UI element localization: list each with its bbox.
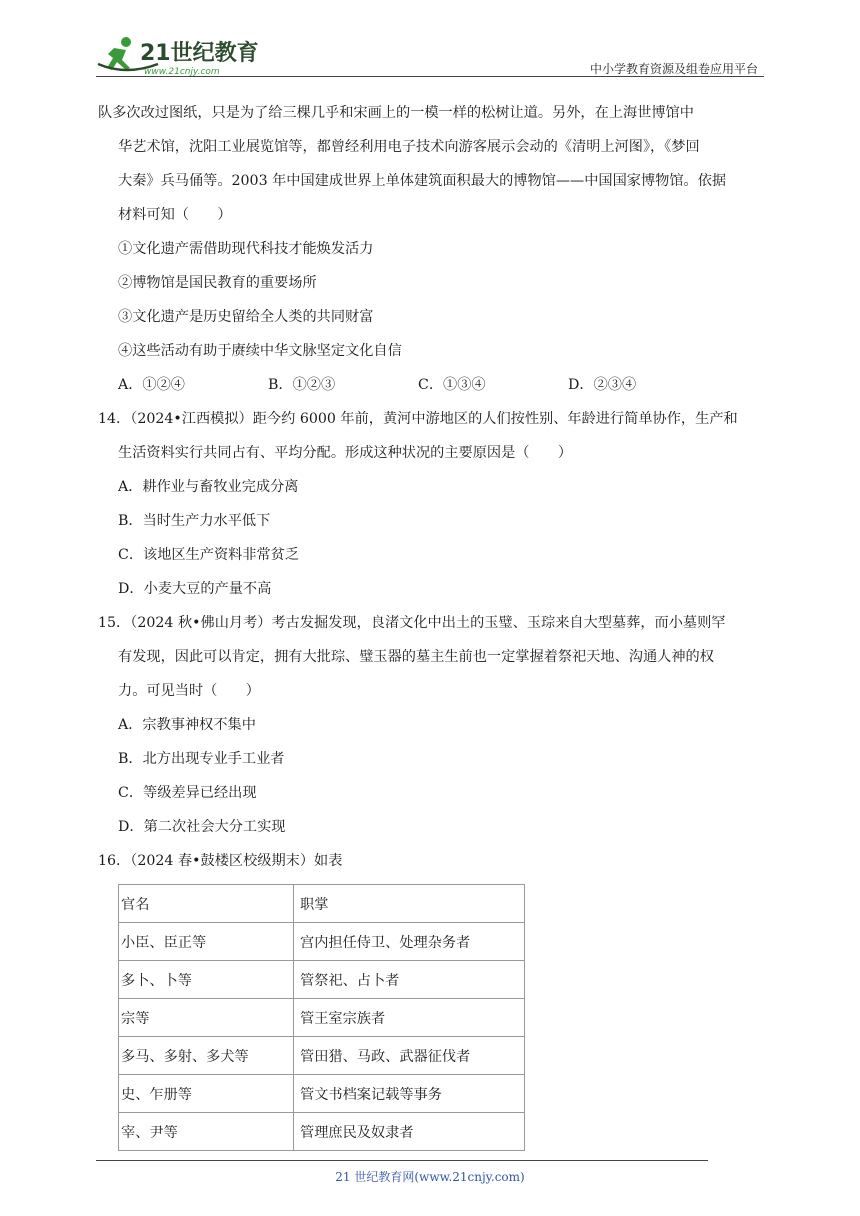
table-cell: 管田猎、马政、武器征伐者 xyxy=(294,1037,525,1075)
text-line: 大秦》兵马俑等。2003 年中国建成世界上单体建筑面积最大的博物馆——中国国家博物馆。依据 xyxy=(118,173,727,189)
footer-divider xyxy=(96,1160,708,1161)
table-cell: 宫内担任侍卫、处理杂务者 xyxy=(294,923,525,961)
option-c: C．①③④ xyxy=(418,377,486,393)
question-13-continued xyxy=(98,96,764,402)
runner-logo-icon xyxy=(96,34,266,78)
platform-name: 中小学教育资源及组卷应用平台 xyxy=(589,62,758,76)
text-line: 队多次改过图纸，只是为了给三棵几乎和宋画上的一模一样的松树让道。另外，在上海世博馆中 xyxy=(98,105,694,121)
table-cell: 史、乍册等 xyxy=(119,1075,294,1113)
header-divider xyxy=(96,76,764,77)
statement: ②博物馆是国民教育的重要场所 xyxy=(118,275,317,291)
table-row xyxy=(119,961,525,999)
officials-table xyxy=(118,884,525,1151)
brand-logo xyxy=(96,34,266,78)
option-d: D．小麦大豆的产量不高 xyxy=(118,581,272,597)
logo-text: 21世纪教育 xyxy=(140,41,259,66)
header-cell: 官名 xyxy=(119,885,294,923)
statement: ④这些活动有助于赓续中华文脉坚定文化自信 xyxy=(118,343,402,359)
table-cell: 宰、尹等 xyxy=(119,1113,294,1151)
logo-url: www.21cnjy.com xyxy=(144,67,220,77)
text-line: 生活资料实行共同占有、平均分配。形成这种状况的主要原因是（ ） xyxy=(118,445,573,461)
table-cell: 管理庶民及奴隶者 xyxy=(294,1113,525,1151)
table-row xyxy=(119,1075,525,1113)
text-line: 有发现，因此可以肯定，拥有大批琮、璧玉器的墓主生前也一定掌握着祭祀天地、沟通人神的权 xyxy=(118,649,714,665)
statement: ①文化遗产需借助现代科技才能焕发活力 xyxy=(118,241,374,257)
page-header xyxy=(96,30,764,80)
option-b: B．当时生产力水平低下 xyxy=(118,513,271,529)
question-16 xyxy=(98,844,764,1151)
table-cell: 管祭祀、占卜者 xyxy=(294,961,525,999)
text-line: 华艺术馆，沈阳工业展览馆等，都曾经利用电子技术向游客展示会动的《清明上河图》，《梦回 xyxy=(118,139,700,155)
option-d: D．②③④ xyxy=(568,377,637,393)
question-stem: 14．（2024•江西模拟）距今约 6000 年前，黄河中游地区的人们按性别、年龄进行简单协作，生产和 xyxy=(98,411,738,427)
options-row xyxy=(118,368,764,402)
table-cell: 管王室宗族者 xyxy=(294,999,525,1037)
table-cell: 宗等 xyxy=(119,999,294,1037)
option-a: A．①②④ xyxy=(118,377,185,393)
option-a: A．宗教事神权不集中 xyxy=(118,717,256,733)
table-cell: 多卜、卜等 xyxy=(119,961,294,999)
table-row xyxy=(119,1037,525,1075)
option-a: A．耕作业与畜牧业完成分离 xyxy=(118,479,299,495)
text-line: 材料可知（ ） xyxy=(118,207,232,223)
question-stem: 15．（2024 秋•佛山月考）考古发掘发现，良渚文化中出土的玉璧、玉琮来自大型墓葬，而小墓则罕 xyxy=(98,615,726,631)
option-c: C．等级差异已经出现 xyxy=(118,785,257,801)
table-cell: 多马、多射、多犬等 xyxy=(119,1037,294,1075)
question-content xyxy=(98,96,764,1151)
header-cell: 职掌 xyxy=(294,885,525,923)
table-row xyxy=(119,1113,525,1151)
option-c: C．该地区生产资料非常贫乏 xyxy=(118,547,300,563)
table-header-row xyxy=(119,885,525,923)
table-row xyxy=(119,923,525,961)
footer-link[interactable]: 21 世纪教育网(www.21cnjy.com) xyxy=(335,1170,525,1184)
option-b: B．北方出现专业手工业者 xyxy=(118,751,285,767)
text-line: 力。可见当时（ ） xyxy=(118,683,260,699)
table-row xyxy=(119,999,525,1037)
question-15 xyxy=(98,606,764,844)
statement: ③文化遗产是历史留给全人类的共同财富 xyxy=(118,309,374,325)
table-cell: 小臣、臣正等 xyxy=(119,923,294,961)
question-14 xyxy=(98,402,764,606)
option-b: B．①②③ xyxy=(268,377,336,393)
option-d: D．第二次社会大分工实现 xyxy=(118,819,286,835)
question-stem: 16．（2024 春•鼓楼区校级期末）如表 xyxy=(98,853,343,869)
table-cell: 管文书档案记载等事务 xyxy=(294,1075,525,1113)
